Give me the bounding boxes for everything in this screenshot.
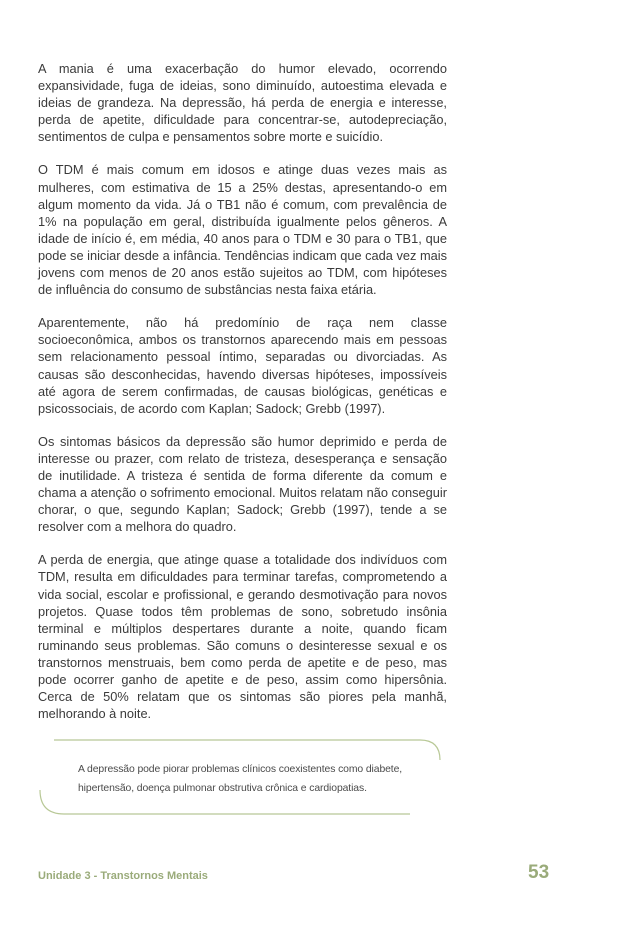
paragraph-causes: Aparentemente, não há predomínio de raça nem classe socioeconômica, ambos os transtornos aparecendo mais em pessoas sem relacionamento pessoal íntimo, separadas ou divorciadas. As causas são desconhecidas, havendo diversas hipóteses, impossíveis até agora de serem confirmadas, de causas biológicas, genéticas e psicossociais, de acordo com Kaplan; Sadock; Grebb (1997). bbox=[38, 315, 447, 416]
page-number: 53 bbox=[528, 862, 550, 883]
paragraph-symptoms: Os sintomas básicos da depressão são humor deprimido e perda de interesse ou prazer, com relato de tristeza, desesperança e sensação de inutilidade. A tristeza é sentida de forma diferente da comum e chama a atenção o sofrimento emocional. Muitos relatam não conseguir chorar, o que, segundo Kaplan; Sadock; Grebb (1997), tende a se resolver com a melhora do quadro. bbox=[38, 433, 448, 535]
paragraph-tdm-prevalence: O TDM é mais comum em idosos e atinge duas vezes mais as mulheres, com estimativa de 15 a 25% destas, apresentando-o em algum momento da vida. Já o TB1 não é comum, com prevalência de 1% na população em geral, distribuída igualmente pelos gêneros. A idade de início é, em média, 40 anos para o TDM e 30 para o TB1, que pode se iniciar desde a infância. Tendências indicam que cada vez mais jovens com menos de 20 anos estão sujeitos ao TDM, com hipóteses de influência do consumo de substâncias nesta faixa etária. bbox=[38, 162, 447, 298]
callout-text: A depressão pode piorar problemas clínicos coexistentes como diabete, hipertensão, doença pulmonar obstrutiva crônica e cardiopatias. bbox=[78, 764, 403, 794]
callout-box bbox=[38, 738, 442, 816]
main-text bbox=[38, 60, 447, 738]
paragraph-energy-loss: A perda de energia, que atinge quase a totalidade dos indivíduos com TDM, resulta em dificuldades para terminar tarefas, comprometendo a vida social, escolar e profissional, e gerando desmotivação para novos projetos. Quase todos têm problemas de sono, sobretudo insônia terminal e múltiplos despertares durante a noite, quando ficam ruminando seus problemas. São comuns o desinteresse sexual e os transtornos menstruais, bem como perda de apetite e de peso, mas pode ocorrer ganho de apetite e de peso, assim como hipersônia. Cerca de 50% relatam que os sintomas são piores pela manhã, melhorando à noite. bbox=[38, 552, 447, 722]
unit-label: Unidade 3 - Transtornos Mentais bbox=[38, 870, 208, 882]
paragraph-mania: A mania é uma exacerbação do humor elevado, ocorrendo expansividade, fuga de ideias, sono diminuído, autoestima elevada e ideias de grandeza. Na depressão, há perda de energia e interesse, perda de apetite, dificuldade para concentrar-se, autodepreciação, sentimentos de culpa e pensamentos sobre morte e suicídio. bbox=[38, 61, 447, 145]
